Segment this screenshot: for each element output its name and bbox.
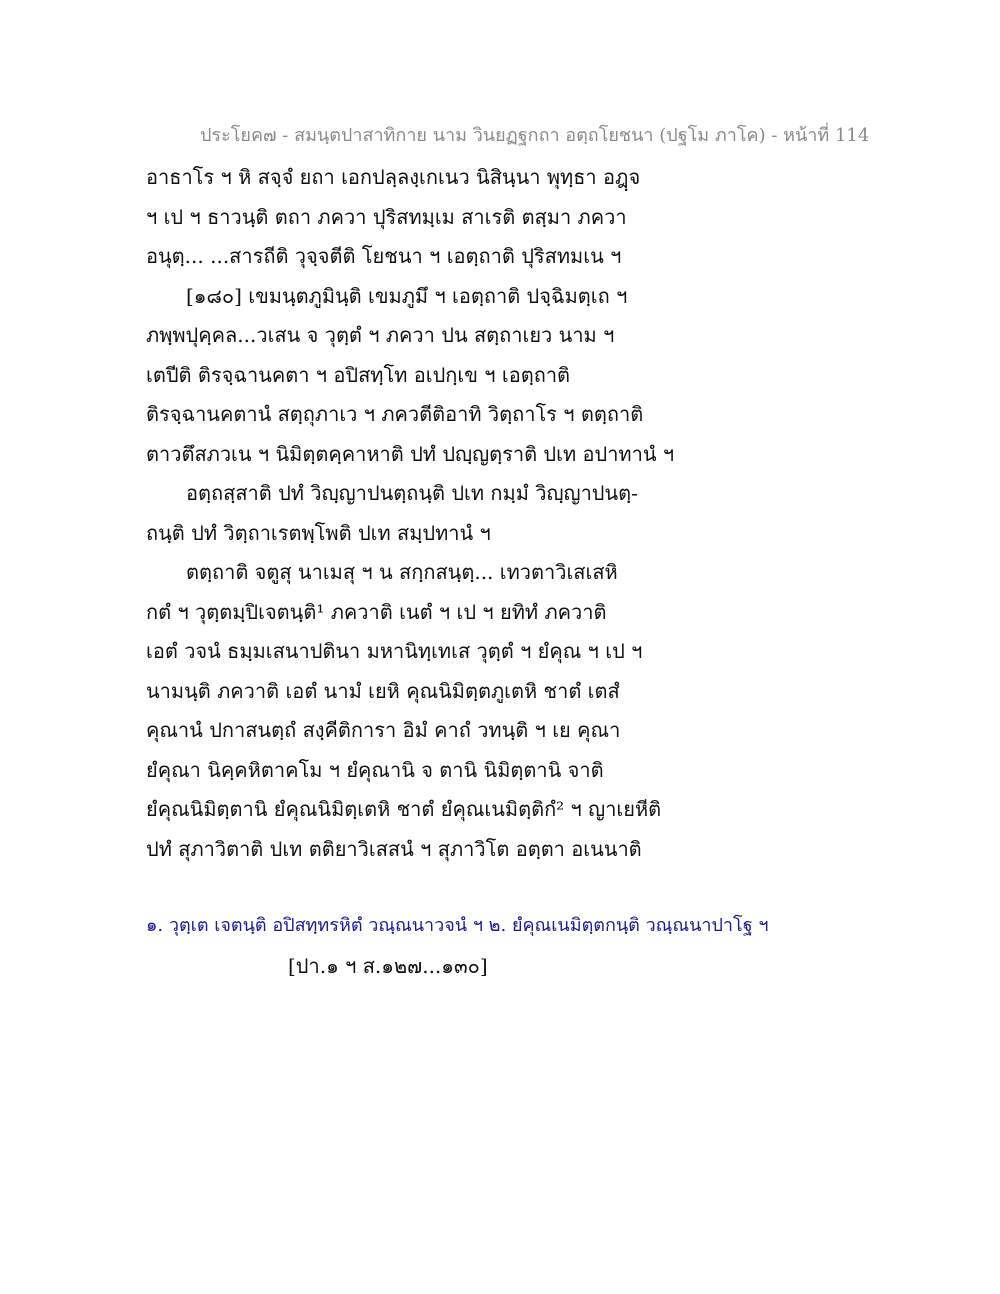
footnote: ๑. วุตฺเต เจตนฺติ อปิสทฺทรหิตํ วณฺณนาวจนํ ฯ ๒. ยํคุณเนมิตฺตกนฺติ วณฺณนาปาโฐ ฯ (146, 915, 769, 936)
text-line: อนุตฺ... ...สารถีติ วุจฺจตีติ โยชนา ฯ เอตฺถาติ ปุริสทมเน ฯ (146, 244, 622, 268)
text-line: ยํคุณา นิคฺคหิตาคโม ฯ ยํคุณานิ จ ตานิ นิมิตฺตานิ จาติ (146, 757, 604, 782)
text-line: ยํคุณนิมิตฺตานิ ยํคุณนิมิตฺเตหิ ชาตํ ยํคุณเนมิตฺติกํ² ฯ ญาเยหีติ (146, 797, 662, 821)
text-line: ฯ เป ฯ ธาวนฺติ ตถา ภควา ปุริสทมฺเม สาเรติ ตสฺมา ภควา (146, 204, 627, 229)
text-line: ตตฺถาติ จตูสุ นาเมสุ ฯ น สกฺกสนฺตฺ... เทวตาวิเสเสหิ (186, 560, 618, 584)
text-line: เตปีติ ติรจฺฉานคตา ฯ อปิสทฺโท อเปกฺเข ฯ เอตฺถาติ (146, 362, 571, 387)
page-header: ประโยค๗ - สมนฺตปาสาทิกาย นาม วินยฏฐกถา อตฺถโยชนา (ปฐโม ภาโค) - หน้าที่ 114 (200, 125, 870, 146)
text-line: นามนฺติ ภควาติ เอตํ นามํ เยหิ คุณนิมิตฺตภูเตหิ ชาตํ เตสํ (146, 678, 620, 703)
text-line: อาธาโร ฯ หิ สจฺจํ ยถา เอกปลฺลงฺเกเนว นิสินฺนา พุทฺธา อฎฺจ (146, 165, 641, 189)
body-text (146, 158, 846, 869)
text-line: เอตํ วจนํ ธมฺมเสนาปตินา มหานิทฺเทเส วุตฺตํ ฯ ยํคุณ ฯ เป ฯ (146, 639, 643, 663)
text-line: ติรจฺฉานคตานํ สตฺถุภาเว ฯ ภควตีติอาทิ วิตฺถาโร ฯ ตตฺถาติ (146, 402, 644, 426)
text-line: คุณานํ ปกาสนตฺถํ สงฺคีติการา อิมํ คาถํ วทนฺติ ฯ เย คุณา (146, 718, 621, 742)
text-line: ปทํ สุภาวิตาติ ปเท ตติยาวิเสสนํ ฯ สุภาวิโต อตฺตา อเนนาติ (146, 836, 642, 861)
text-line: ถนฺติ ปทํ วิตฺถาเรตพฺโพติ ปเท สมฺปทานํ ฯ (146, 520, 491, 545)
text-line: ตาวตึสภวเน ฯ นิมิตฺตคฺคาหาติ ปทํ ปญฺญตฺราติ ปเท อปาทานํ ฯ (146, 441, 675, 466)
page-reference: [ปา.๑ ฯ ส.๑๒๗...๑๓๐] (288, 954, 488, 978)
text-line: [๑๘๐] เขมนฺตภูมินฺติ เขมภูมึ ฯ เอตฺถาติ ปจฺฉิมตฺเถ ฯ (186, 283, 628, 308)
text-line: กตํ ฯ วุตฺตมฺปิเจตนฺติ¹ ภควาติ เนตํ ฯ เป ฯ ยทิทํ ภควาติ (146, 599, 607, 624)
text-line: ภพฺพปุคฺคล...วเสน จ วุตฺตํ ฯ ภควา ปน สตฺถาเยว นาม ฯ (146, 323, 615, 347)
text-line: อตฺถสฺสาติ ปทํ วิญฺญาปนตฺถนฺติ ปเท กมฺมํ วิญฺญาปนตฺ- (186, 481, 638, 505)
